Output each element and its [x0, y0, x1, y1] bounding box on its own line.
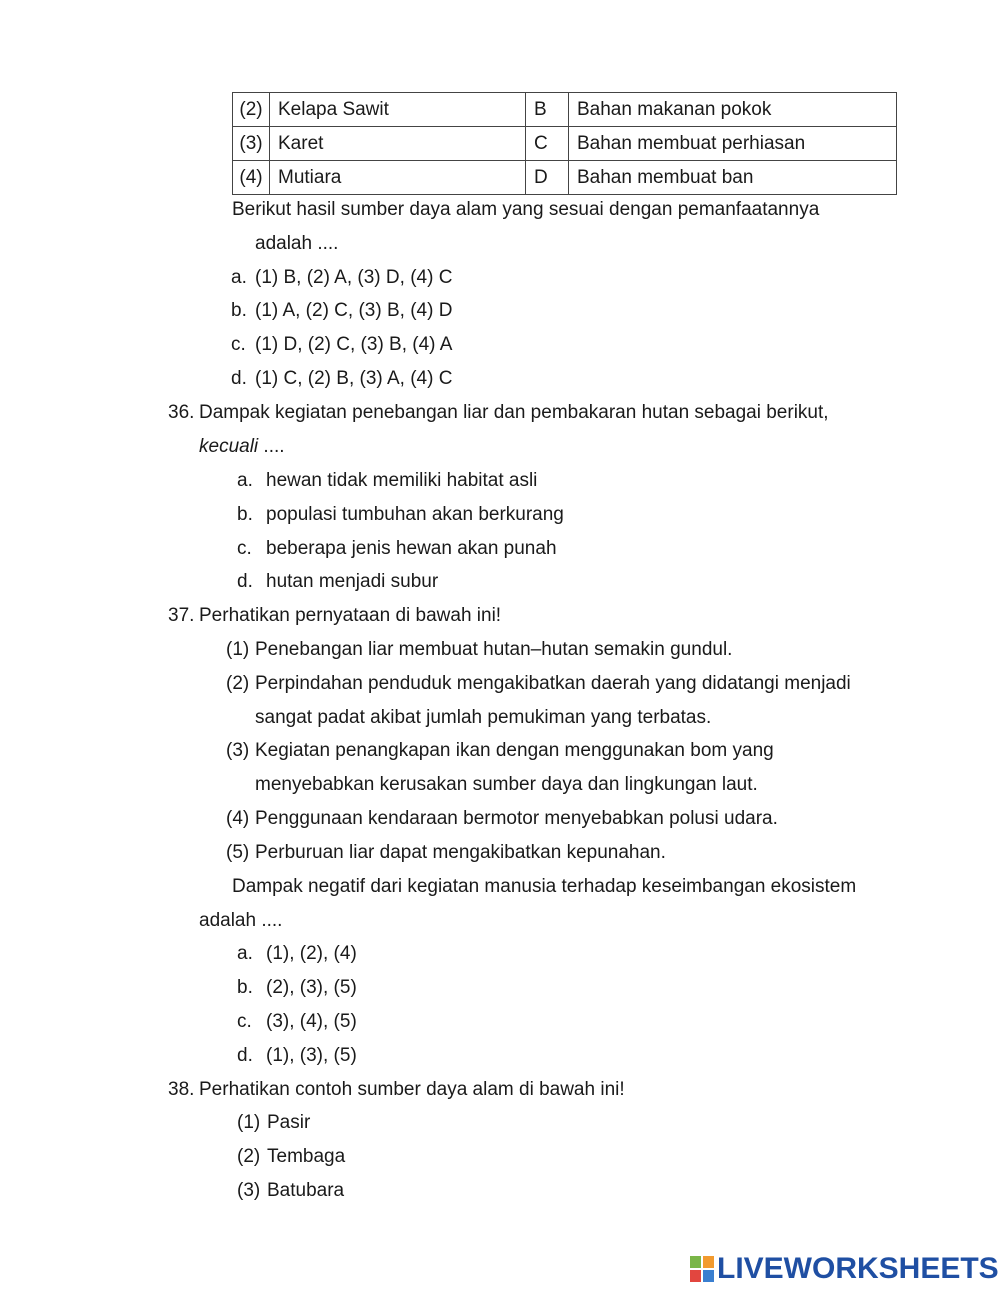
q36-option-b-letter: b. — [237, 504, 253, 525]
q37-number: 37. — [168, 605, 195, 626]
table-cell-item: Karet — [270, 127, 526, 161]
q36-number: 36. — [168, 402, 195, 423]
q36-option-c-letter: c. — [237, 538, 252, 559]
q35-stem-line2: adalah .... — [255, 233, 339, 254]
table-cell-use: Bahan membuat perhiasan — [569, 127, 897, 161]
table-cell-use: Bahan membuat ban — [569, 161, 897, 195]
q37-statement-4: Penggunaan kendaraan bermotor menyebabkan polusi udara. — [255, 808, 778, 829]
q35-option-a-letter: a. — [231, 267, 247, 288]
table-cell-use: Bahan makanan pokok — [569, 93, 897, 127]
q36-option-a-letter: a. — [237, 470, 253, 491]
q38-item-num: (1) — [237, 1112, 261, 1133]
q35-option-a[interactable]: (1) B, (2) A, (3) D, (4) C — [255, 267, 453, 288]
q37-question-line1: Dampak negatif dari kegiatan manusia terhadap keseimbangan ekosistem — [232, 876, 857, 897]
q36-stem-tail: .... — [258, 436, 285, 457]
q35-option-d[interactable]: (1) C, (2) B, (3) A, (4) C — [255, 368, 453, 389]
q37-statement-3-line2: menyebabkan kerusakan sumber daya dan lingkungan laut. — [255, 774, 758, 795]
q37-option-d[interactable]: (1), (3), (5) — [266, 1045, 357, 1066]
table-cell-letter: B — [526, 93, 569, 127]
q37-option-a[interactable]: (1), (2), (4) — [266, 943, 357, 964]
q35-option-c[interactable]: (1) D, (2) C, (3) B, (4) A — [255, 334, 453, 355]
q37-option-a-letter: a. — [237, 943, 253, 964]
q37-statement-num: (4) — [226, 808, 250, 829]
q38-item-num: (2) — [237, 1146, 261, 1167]
q37-question-line2: adalah .... — [199, 910, 283, 931]
q37-stem: Perhatikan pernyataan di bawah ini! — [199, 605, 502, 626]
q37-option-b-letter: b. — [237, 977, 253, 998]
table-row — [233, 161, 897, 195]
q37-option-c[interactable]: (3), (4), (5) — [266, 1011, 357, 1032]
table-cell-num: (3) — [233, 127, 270, 161]
q37-statement-2-line1: Perpindahan penduduk mengakibatkan daerah yang didatangi menjadi — [255, 673, 851, 694]
q36-stem-line2 — [199, 436, 285, 458]
q37-statement-num: (5) — [226, 842, 250, 863]
q36-stem-line1: Dampak kegiatan penebangan liar dan pembakaran hutan sebagai berikut, — [199, 402, 829, 423]
q36-option-b[interactable]: populasi tumbuhan akan berkurang — [266, 504, 564, 525]
q37-statement-3-line1: Kegiatan penangkapan ikan dengan menggunakan bom yang — [255, 740, 774, 761]
q38-number: 38. — [168, 1079, 195, 1100]
q37-statement-num: (3) — [226, 740, 250, 761]
q37-statement-1: Penebangan liar membuat hutan–hutan semakin gundul. — [255, 639, 733, 660]
table-cell-letter: D — [526, 161, 569, 195]
table-row — [233, 127, 897, 161]
logo-grid-icon — [690, 1256, 714, 1282]
q37-statement-2-line2: sangat padat akibat jumlah pemukiman yang terbatas. — [255, 707, 712, 728]
matching-table — [232, 92, 897, 195]
q38-item-3: Batubara — [267, 1180, 345, 1201]
q36-option-d[interactable]: hutan menjadi subur — [266, 571, 439, 592]
table-cell-num: (4) — [233, 161, 270, 195]
q35-option-d-letter: d. — [231, 368, 247, 389]
q35-option-c-letter: c. — [231, 334, 246, 355]
table-cell-letter: C — [526, 127, 569, 161]
table-row — [233, 93, 897, 127]
q37-statement-num: (2) — [226, 673, 250, 694]
q36-stem-italic: kecuali — [199, 436, 259, 457]
q38-item-1: Pasir — [267, 1112, 311, 1133]
q37-option-d-letter: d. — [237, 1045, 253, 1066]
table-cell-item: Mutiara — [270, 161, 526, 195]
q38-item-num: (3) — [237, 1180, 261, 1201]
q36-option-d-letter: d. — [237, 571, 253, 592]
q35-option-b[interactable]: (1) A, (2) C, (3) B, (4) D — [255, 300, 453, 321]
q37-option-b[interactable]: (2), (3), (5) — [266, 977, 357, 998]
table-cell-item: Kelapa Sawit — [270, 93, 526, 127]
q37-statement-5: Perburuan liar dapat mengakibatkan kepunahan. — [255, 842, 666, 863]
table-cell-num: (2) — [233, 93, 270, 127]
q38-stem: Perhatikan contoh sumber daya alam di bawah ini! — [199, 1079, 625, 1100]
q36-option-c[interactable]: beberapa jenis hewan akan punah — [266, 538, 557, 559]
q37-statement-num: (1) — [226, 639, 250, 660]
q38-item-2: Tembaga — [267, 1146, 346, 1167]
q36-option-a[interactable]: hewan tidak memiliki habitat asli — [266, 470, 538, 491]
q35-option-b-letter: b. — [231, 300, 247, 321]
q35-stem-line1: Berikut hasil sumber daya alam yang sesuai dengan pemanfaatannya — [232, 199, 820, 220]
logo-text: LIVEWORKSHEETS — [717, 1252, 999, 1285]
q37-option-c-letter: c. — [237, 1011, 252, 1032]
